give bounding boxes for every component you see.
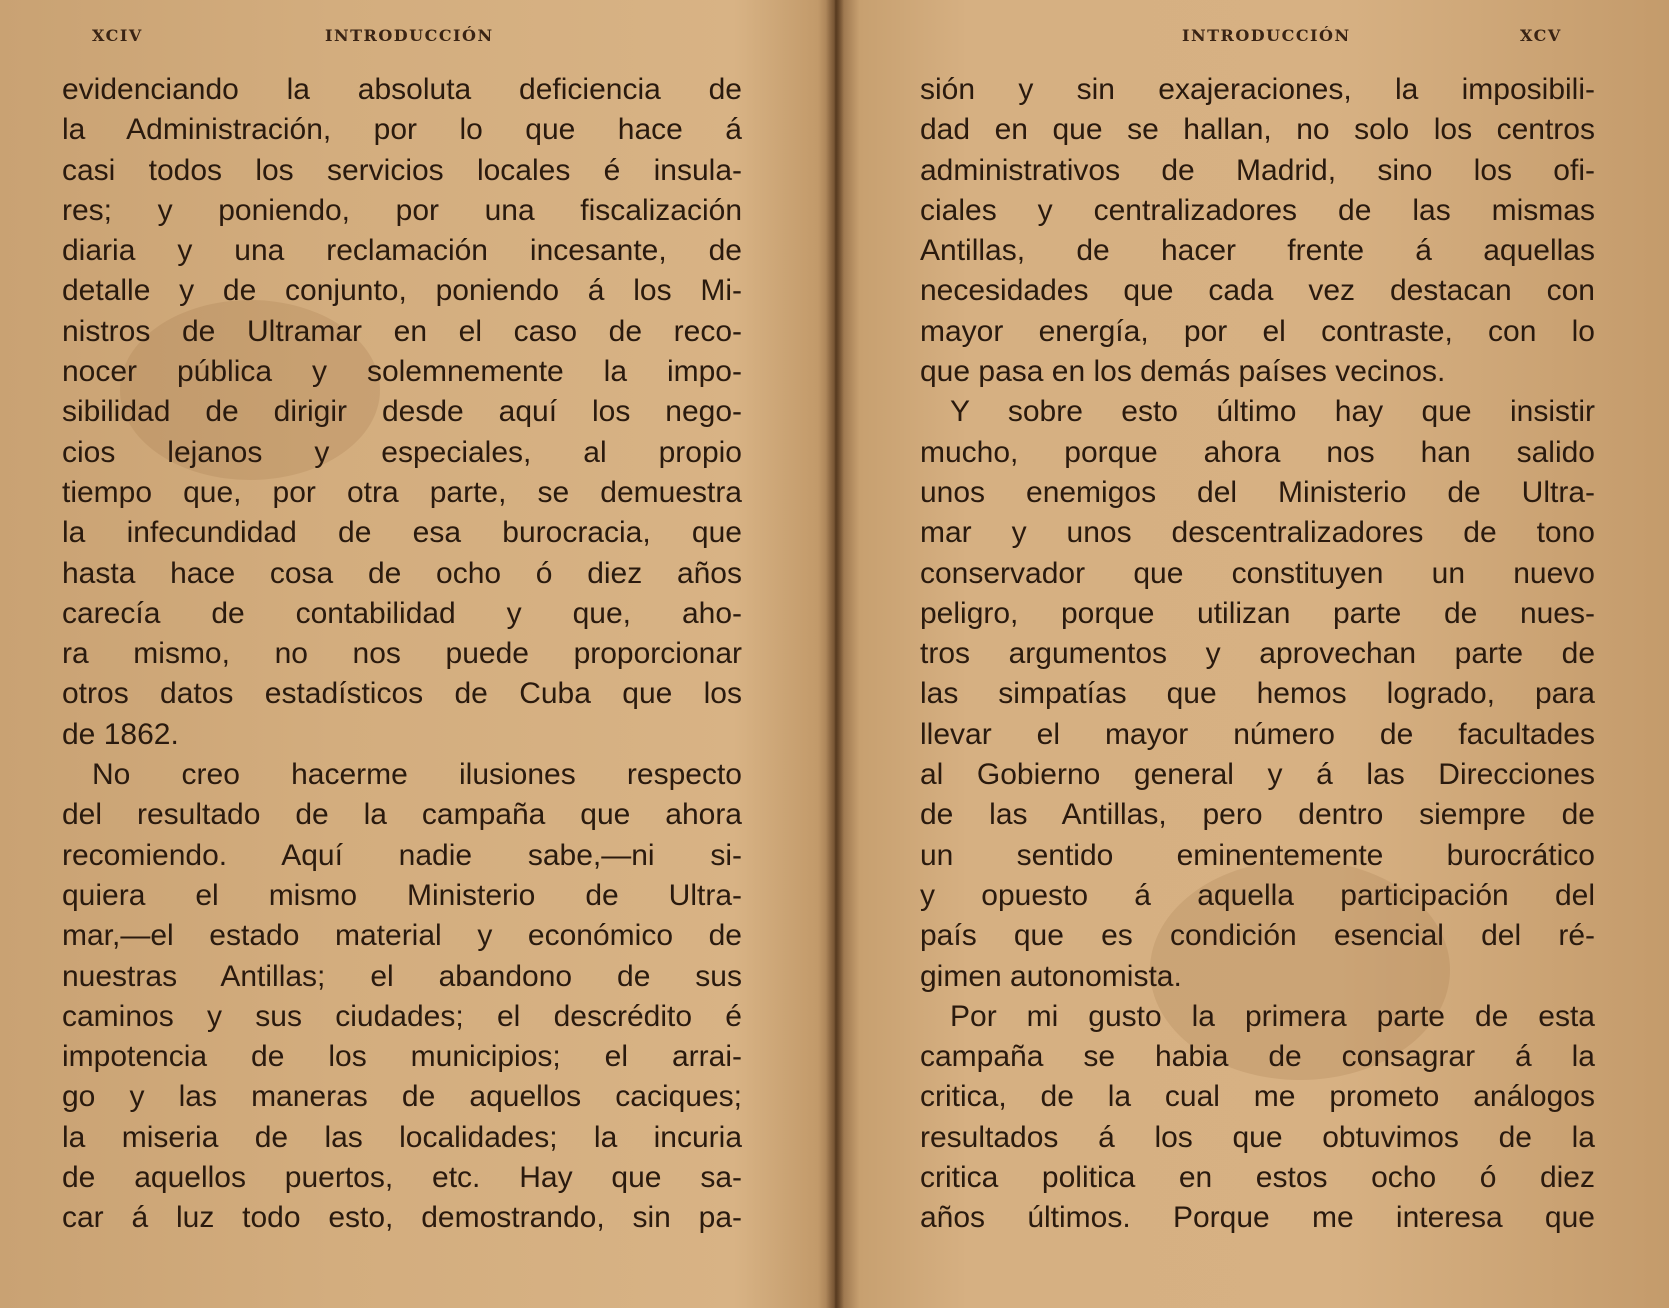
text-line: evidenciando la absoluta deficiencia de xyxy=(62,73,742,106)
right-folio: XCV xyxy=(1520,26,1562,45)
text-line: unos enemigos del Ministerio de Ultra- xyxy=(920,475,1595,509)
text-line: del resultado de la campaña que ahora xyxy=(62,798,742,832)
text-line: recomiendo. Aquí nadie sabe,—ni si- xyxy=(62,838,742,872)
text-line: necesidades que cada vez destacan con xyxy=(920,274,1595,308)
text-line: las simpatías que hemos logrado, para xyxy=(920,677,1595,711)
text-line: quiera el mismo Ministerio de Ultra- xyxy=(62,878,742,912)
text-line: detalle y de conjunto, poniendo á los Mi- xyxy=(62,274,742,308)
text-line: país que es condición esencial del ré- xyxy=(920,919,1595,953)
text-line: un sentido eminentemente burocrático xyxy=(920,838,1595,872)
text-line: ra mismo, no nos puede proporcionar xyxy=(62,637,742,671)
text-line: hasta hace cosa de ocho ó diez años xyxy=(62,556,742,590)
text-line: conservador que constituyen un nuevo xyxy=(920,556,1595,590)
text-line: al Gobierno general y á las Direcciones xyxy=(920,758,1595,792)
text-line: nuestras Antillas; el abandono de sus xyxy=(62,959,742,993)
text-line: peligro, porque utilizan parte de nues- xyxy=(920,596,1595,630)
right-running-head: INTRODUCCIÓN xyxy=(1182,26,1351,45)
text-line: la miseria de las localidades; la incuria xyxy=(62,1120,742,1154)
text-line: y opuesto á aquella participación del xyxy=(920,878,1595,912)
text-line: mucho, porque ahora nos han salido xyxy=(920,435,1595,469)
text-line: car á luz todo esto, demostrando, sin pa- xyxy=(62,1201,742,1235)
text-line: de 1862. xyxy=(62,717,179,751)
text-line: Y sobre esto último hay que insistir xyxy=(950,395,1595,429)
text-line: nistros de Ultramar en el caso de reco- xyxy=(62,314,742,348)
text-line: mar y unos descentralizadores de tono xyxy=(920,516,1595,550)
text-line: caminos y sus ciudades; el descrédito é xyxy=(62,999,742,1033)
left-page xyxy=(0,0,828,1308)
right-page xyxy=(842,0,1669,1308)
text-line: Antillas, de hacer frente á aquellas xyxy=(920,234,1595,268)
text-line: cios lejanos y especiales, al propio xyxy=(62,435,742,469)
text-line: ciales y centralizadores de las mismas xyxy=(920,193,1595,227)
text-line: sibilidad de dirigir desde aquí los nego- xyxy=(62,395,742,429)
text-line: tiempo que, por otra parte, se demuestra xyxy=(62,475,742,509)
left-text-block xyxy=(62,70,742,1239)
text-line: la Administración, por lo que hace á xyxy=(62,113,742,147)
text-line: carecía de contabilidad y que, aho- xyxy=(62,596,742,630)
text-line: que pasa en los demás países vecinos. xyxy=(920,355,1446,389)
text-line: mayor energía, por el contraste, con lo xyxy=(920,314,1595,348)
text-line: años últimos. Porque me interesa que xyxy=(920,1201,1595,1235)
text-line: No creo hacerme ilusiones respecto xyxy=(92,758,742,792)
text-line: de las Antillas, pero dentro siempre de xyxy=(920,798,1595,832)
text-line: mar,—el estado material y económico de xyxy=(62,919,742,953)
text-line: Por mi gusto la primera parte de esta xyxy=(950,999,1595,1033)
text-line: critica politica en estos ocho ó diez xyxy=(920,1161,1595,1195)
text-line: campaña se habia de consagrar á la xyxy=(920,1040,1595,1074)
text-line: tros argumentos y aprovechan parte de xyxy=(920,637,1595,671)
text-line: diaria y una reclamación incesante, de xyxy=(62,234,742,268)
text-line: llevar el mayor número de facultades xyxy=(920,717,1595,751)
text-line: critica, de la cual me prometo análogos xyxy=(920,1080,1595,1114)
right-text-block xyxy=(920,70,1595,1239)
text-line: de aquellos puertos, etc. Hay que sa- xyxy=(62,1161,742,1195)
text-line: sión y sin exajeraciones, la imposibili- xyxy=(920,73,1595,106)
text-line: administrativos de Madrid, sino los ofi- xyxy=(920,153,1595,187)
text-line: res; y poniendo, por una fiscalización xyxy=(62,193,742,227)
text-line: otros datos estadísticos de Cuba que los xyxy=(62,677,742,711)
text-line: nocer pública y solemnemente la impo- xyxy=(62,355,742,389)
left-running-head: INTRODUCCIÓN xyxy=(325,26,494,45)
text-line: dad en que se hallan, no solo los centros xyxy=(920,113,1595,147)
text-line: impotencia de los municipios; el arrai- xyxy=(62,1040,742,1074)
text-line: casi todos los servicios locales é insula- xyxy=(62,153,742,187)
text-line: resultados á los que obtuvimos de la xyxy=(920,1120,1595,1154)
left-folio: XCIV xyxy=(92,26,143,45)
text-line: gimen autonomista. xyxy=(920,959,1182,993)
text-line: la infecundidad de esa burocracia, que xyxy=(62,516,742,550)
text-line: go y las maneras de aquellos caciques; xyxy=(62,1080,742,1114)
